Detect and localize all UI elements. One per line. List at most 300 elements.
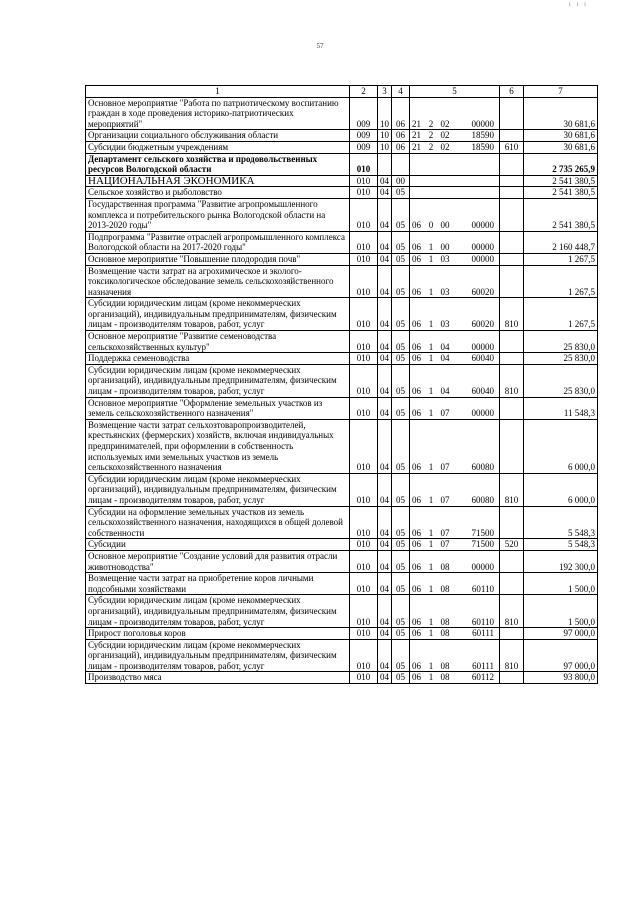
grbs-cell: 010 [350, 153, 378, 175]
target-article-cell [410, 97, 500, 130]
table-row [86, 506, 598, 539]
expense-type-cell [500, 331, 524, 353]
sum-cell: 11 548,3 [524, 397, 598, 419]
subprogram-code: 1 [428, 660, 434, 671]
target-article-cell [410, 265, 500, 298]
table-row [86, 198, 598, 231]
expense-type-cell [500, 253, 524, 265]
grbs-cell: 010 [350, 573, 378, 595]
row-name: Субсидии юридическим лицам (кроме некоммерческих организаций), индивидуальным предпринимателям, физическим лицам - производителям товаров, работ, услуг [86, 298, 350, 331]
event-code: 07 [440, 527, 450, 538]
subprogram-code: 1 [428, 353, 434, 364]
direction-code: 60080 [471, 494, 494, 505]
row-name: Организации социального обслуживания области [86, 130, 350, 142]
sum-cell: 30 681,6 [524, 97, 598, 130]
program-code: 06 [412, 561, 421, 572]
grbs-cell: 010 [350, 198, 378, 231]
expense-type-cell [500, 550, 524, 572]
expense-type-cell: 520 [500, 539, 524, 551]
subsection-cell: 05 [392, 298, 410, 331]
direction-code: 60040 [471, 353, 494, 364]
row-name: Поддержка семеноводства [86, 353, 350, 365]
section-cell: 10 [378, 97, 392, 130]
program-code: 06 [412, 628, 421, 639]
sum-cell: 1 267,5 [524, 298, 598, 331]
subprogram-code: 1 [428, 242, 434, 253]
event-code: 03 [440, 286, 450, 297]
direction-code: 60112 [471, 672, 494, 683]
section-cell: 04 [378, 265, 392, 298]
program-code: 06 [412, 220, 421, 231]
target-article-cell [410, 573, 500, 595]
table-row [86, 141, 598, 153]
grbs-cell: 010 [350, 473, 378, 506]
program-code: 21 [412, 130, 421, 141]
program-code: 06 [412, 462, 421, 473]
target-article-cell [410, 175, 500, 187]
expense-type-cell [500, 130, 524, 142]
sum-cell: 1 500,0 [524, 595, 598, 628]
section-cell: 04 [378, 253, 392, 265]
direction-code: 00000 [471, 118, 494, 129]
target-article-cell [410, 130, 500, 142]
grbs-cell: 010 [350, 175, 378, 187]
direction-code: 18590 [471, 141, 494, 152]
subprogram-code: 1 [428, 341, 434, 352]
row-name: Основное мероприятие "Работа по патриотическому воспитанию граждан в ходе проведения историко-патриотических мероприятий" [86, 97, 350, 130]
grbs-cell: 009 [350, 130, 378, 142]
grbs-cell: 010 [350, 397, 378, 419]
event-code: 08 [440, 628, 450, 639]
program-code: 21 [412, 141, 421, 152]
expense-type-cell [500, 97, 524, 130]
sum-cell: 5 548,3 [524, 506, 598, 539]
header-cell: 2 [350, 86, 378, 98]
subprogram-code: 1 [428, 462, 434, 473]
sum-cell: 97 000,0 [524, 639, 598, 672]
section-cell: 04 [378, 353, 392, 365]
section-cell: 04 [378, 595, 392, 628]
section-cell: 04 [378, 397, 392, 419]
program-code: 06 [412, 353, 421, 364]
program-code: 06 [412, 616, 421, 627]
grbs-cell: 010 [350, 253, 378, 265]
event-code: 08 [440, 672, 450, 683]
subsection-cell: 05 [392, 253, 410, 265]
program-code: 06 [412, 408, 421, 419]
subsection-cell: 06 [392, 130, 410, 142]
target-article-cell [410, 672, 500, 684]
table-row [86, 331, 598, 353]
direction-code: 60111 [472, 660, 494, 671]
expense-type-cell: 610 [500, 141, 524, 153]
table-row [86, 628, 598, 640]
expense-type-cell [500, 506, 524, 539]
row-name: Основное мероприятие "Развитие семеноводства сельскохозяйственных культур" [86, 331, 350, 353]
table-row [86, 639, 598, 672]
header-cell: 5 [410, 86, 500, 98]
sum-cell: 6 000,0 [524, 419, 598, 473]
program-code: 06 [412, 253, 421, 264]
target-article-cell [410, 550, 500, 572]
header-cell: 1 [86, 86, 350, 98]
table-row [86, 253, 598, 265]
expense-type-cell: 810 [500, 639, 524, 672]
subsection-cell: 05 [392, 595, 410, 628]
subsection-cell: 00 [392, 175, 410, 187]
row-name: Прирост поголовья коров [86, 628, 350, 640]
row-name: Подпрограмма "Развитие отраслей агропромышленного комплекса Вологодской области на 2017-2020 годы" [86, 231, 350, 253]
direction-code: 18590 [471, 130, 494, 141]
subsection-cell: 06 [392, 141, 410, 153]
expense-type-cell [500, 198, 524, 231]
row-name: Субсидии юридическим лицам (кроме некоммерческих организаций), индивидуальным предпринимателям, физическим лицам - производителям товаров, работ, услуг [86, 639, 350, 672]
subsection-cell: 05 [392, 539, 410, 551]
subsection-cell: 05 [392, 231, 410, 253]
grbs-cell: 010 [350, 639, 378, 672]
row-name: Основное мероприятие "Повышение плодородия почв" [86, 253, 350, 265]
sum-cell: 25 830,0 [524, 331, 598, 353]
target-article-cell [410, 298, 500, 331]
event-code: 00 [440, 220, 450, 231]
direction-code: 60020 [471, 286, 494, 297]
sum-cell: 93 800,0 [524, 672, 598, 684]
direction-code: 00000 [471, 561, 494, 572]
target-article-cell [410, 364, 500, 397]
subsection-cell: 05 [392, 550, 410, 572]
target-article-cell [410, 506, 500, 539]
section-cell: 04 [378, 672, 392, 684]
target-article-cell [410, 198, 500, 231]
event-code: 02 [440, 118, 450, 129]
sum-cell: 25 830,0 [524, 364, 598, 397]
subprogram-code: 1 [428, 386, 434, 397]
section-cell: 04 [378, 364, 392, 397]
expense-type-cell [500, 353, 524, 365]
direction-code: 00000 [471, 242, 494, 253]
expense-type-cell: 810 [500, 298, 524, 331]
expense-type-cell: 810 [500, 364, 524, 397]
subprogram-code: 1 [428, 561, 434, 572]
row-name: Субсидии бюджетным учреждениям [86, 141, 350, 153]
subprogram-code: 0 [428, 220, 434, 231]
sum-cell: 1 500,0 [524, 573, 598, 595]
section-cell: 10 [378, 130, 392, 142]
program-code: 06 [412, 494, 421, 505]
sum-cell: 6 000,0 [524, 473, 598, 506]
sum-cell: 97 000,0 [524, 628, 598, 640]
sum-cell: 25 830,0 [524, 353, 598, 365]
expense-type-cell [500, 153, 524, 175]
expense-type-cell [500, 419, 524, 473]
row-name: Основное мероприятие "Оформление земельных участков из земель сельскохозяйственного назначения" [86, 397, 350, 419]
header-cell: 3 [378, 86, 392, 98]
subsection-cell: 05 [392, 419, 410, 473]
section-cell: 04 [378, 628, 392, 640]
sum-cell: 30 681,6 [524, 141, 598, 153]
sum-cell: 1 267,5 [524, 265, 598, 298]
target-article-cell [410, 187, 500, 199]
direction-code: 00000 [471, 220, 494, 231]
subsection-cell [392, 153, 410, 175]
event-code: 04 [440, 341, 450, 352]
grbs-cell: 010 [350, 331, 378, 353]
row-name: Сельское хозяйство и рыболовство [86, 187, 350, 199]
target-article-cell [410, 628, 500, 640]
target-article-cell [410, 331, 500, 353]
program-code: 21 [412, 118, 421, 129]
table-row [86, 153, 598, 175]
direction-code: 71500 [471, 527, 494, 538]
grbs-cell: 010 [350, 419, 378, 473]
header-cell: 7 [524, 86, 598, 98]
program-code: 06 [412, 286, 421, 297]
direction-code: 60080 [471, 462, 494, 473]
sum-cell: 30 681,6 [524, 130, 598, 142]
row-name: Субсидии юридическим лицам (кроме некоммерческих организаций), индивидуальным предпринимателям, физическим лицам - производителям товаров, работ, услуг [86, 473, 350, 506]
table-row [86, 539, 598, 551]
event-code: 08 [440, 561, 450, 572]
grbs-cell: 010 [350, 628, 378, 640]
target-article-cell [410, 419, 500, 473]
target-article-cell [410, 353, 500, 365]
expense-type-cell [500, 573, 524, 595]
table-row [86, 353, 598, 365]
table-row [86, 187, 598, 199]
budget-table [85, 85, 598, 684]
section-cell: 04 [378, 298, 392, 331]
corner-marks: ι ι ι [568, 0, 588, 8]
sum-cell: 1 267,5 [524, 253, 598, 265]
grbs-cell: 010 [350, 187, 378, 199]
event-code: 07 [440, 494, 450, 505]
direction-code: 60110 [471, 583, 494, 594]
table-row [86, 130, 598, 142]
event-code: 03 [440, 253, 450, 264]
row-name: Субсидии юридическим лицам (кроме некоммерческих организаций), индивидуальным предпринимателям, физическим лицам - производителям товаров, работ, услуг [86, 364, 350, 397]
program-code: 06 [412, 539, 421, 550]
table-row [86, 672, 598, 684]
expense-type-cell: 810 [500, 473, 524, 506]
table-row [86, 231, 598, 253]
section-cell: 04 [378, 573, 392, 595]
section-cell [378, 153, 392, 175]
table-row [86, 419, 598, 473]
table-row [86, 265, 598, 298]
program-code: 06 [412, 386, 421, 397]
direction-code: 00000 [471, 341, 494, 352]
direction-code: 00000 [471, 253, 494, 264]
row-name: Возмещение части затрат на приобретение коров личными подсобными хозяйствами [86, 573, 350, 595]
table-row [86, 298, 598, 331]
subprogram-code: 1 [428, 494, 434, 505]
event-code: 02 [440, 130, 450, 141]
section-cell: 04 [378, 198, 392, 231]
subsection-cell: 05 [392, 639, 410, 672]
expense-type-cell [500, 231, 524, 253]
section-cell: 04 [378, 473, 392, 506]
subsection-cell: 05 [392, 573, 410, 595]
expense-type-cell: 810 [500, 595, 524, 628]
grbs-cell: 010 [350, 595, 378, 628]
row-name: Возмещение части затрат на агрохимическое и эколого-токсикологическое обследование земель сельскохозяйственного назначения [86, 265, 350, 298]
row-name: Субсидии на оформление земельных участков из земель сельскохозяйственного назначения, находящихся в общей долевой собственности [86, 506, 350, 539]
event-code: 04 [440, 386, 450, 397]
target-article-cell [410, 153, 500, 175]
grbs-cell: 010 [350, 353, 378, 365]
target-article-cell [410, 639, 500, 672]
section-cell: 04 [378, 419, 392, 473]
program-code: 06 [412, 527, 421, 538]
subprogram-code: 1 [428, 628, 434, 639]
table-row [86, 573, 598, 595]
subprogram-code: 2 [428, 130, 434, 141]
event-code: 03 [440, 319, 450, 330]
sum-cell: 2 735 265,9 [524, 153, 598, 175]
target-article-cell [410, 253, 500, 265]
section-cell: 04 [378, 550, 392, 572]
subsection-cell: 05 [392, 506, 410, 539]
table-row [86, 397, 598, 419]
expense-type-cell [500, 397, 524, 419]
grbs-cell: 010 [350, 364, 378, 397]
grbs-cell: 010 [350, 265, 378, 298]
subsection-cell: 05 [392, 473, 410, 506]
subprogram-code: 1 [428, 527, 434, 538]
subsection-cell: 05 [392, 364, 410, 397]
direction-code: 71500 [471, 539, 494, 550]
table-row [86, 595, 598, 628]
header-cell: 4 [392, 86, 410, 98]
subprogram-code: 1 [428, 408, 434, 419]
section-cell: 04 [378, 231, 392, 253]
grbs-cell: 010 [350, 539, 378, 551]
table-row [86, 97, 598, 130]
direction-code: 60111 [472, 628, 494, 639]
expense-type-cell [500, 672, 524, 684]
section-cell: 10 [378, 141, 392, 153]
section-cell: 04 [378, 506, 392, 539]
section-cell: 04 [378, 331, 392, 353]
direction-code: 60040 [471, 386, 494, 397]
grbs-cell: 010 [350, 298, 378, 331]
subsection-cell: 05 [392, 397, 410, 419]
table-row [86, 473, 598, 506]
event-code: 08 [440, 583, 450, 594]
expense-type-cell [500, 187, 524, 199]
grbs-cell: 010 [350, 231, 378, 253]
target-article-cell [410, 397, 500, 419]
grbs-cell: 010 [350, 550, 378, 572]
subsection-cell: 05 [392, 331, 410, 353]
row-name: НАЦИОНАЛЬНАЯ ЭКОНОМИКА [86, 175, 350, 187]
event-code: 07 [440, 462, 450, 473]
row-name: Государственная программа "Развитие агропромышленного комплекса и потребительского рынка Вологодской области на 2013-2020 годы" [86, 198, 350, 231]
subsection-cell: 05 [392, 187, 410, 199]
subsection-cell: 05 [392, 353, 410, 365]
target-article-cell [410, 141, 500, 153]
section-cell: 04 [378, 639, 392, 672]
target-article-cell [410, 595, 500, 628]
subsection-cell: 05 [392, 198, 410, 231]
table-row [86, 550, 598, 572]
row-name: Основное мероприятие "Создание условий для развития отрасли животноводства" [86, 550, 350, 572]
grbs-cell: 010 [350, 506, 378, 539]
expense-type-cell [500, 628, 524, 640]
program-code: 06 [412, 341, 421, 352]
subprogram-code: 1 [428, 253, 434, 264]
program-code: 06 [412, 672, 421, 683]
subprogram-code: 2 [428, 118, 434, 129]
program-code: 06 [412, 242, 421, 253]
row-name: Субсидии юридическим лицам (кроме некоммерческих организаций), индивидуальным предпринимателям, физическим лицам - производителям товаров, работ, услуг [86, 595, 350, 628]
grbs-cell: 010 [350, 672, 378, 684]
sum-cell: 192 300,0 [524, 550, 598, 572]
direction-code: 00000 [471, 408, 494, 419]
event-code: 07 [440, 539, 450, 550]
direction-code: 60020 [471, 319, 494, 330]
subprogram-code: 2 [428, 141, 434, 152]
table-row [86, 175, 598, 187]
event-code: 04 [440, 353, 450, 364]
program-code: 06 [412, 660, 421, 671]
target-article-cell [410, 473, 500, 506]
table-header-row [86, 86, 598, 98]
grbs-cell: 009 [350, 97, 378, 130]
grbs-cell: 009 [350, 141, 378, 153]
section-cell: 04 [378, 175, 392, 187]
subsection-cell: 05 [392, 265, 410, 298]
subprogram-code: 1 [428, 583, 434, 594]
row-name: Субсидии [86, 539, 350, 551]
direction-code: 60110 [471, 616, 494, 627]
event-code: 07 [440, 408, 450, 419]
target-article-cell [410, 231, 500, 253]
sum-cell: 2 160 448,7 [524, 231, 598, 253]
sum-cell: 2 541 380,5 [524, 175, 598, 187]
subprogram-code: 1 [428, 286, 434, 297]
event-code: 00 [440, 242, 450, 253]
subsection-cell: 06 [392, 97, 410, 130]
subprogram-code: 1 [428, 616, 434, 627]
subprogram-code: 1 [428, 539, 434, 550]
subprogram-code: 1 [428, 319, 434, 330]
subsection-cell: 05 [392, 672, 410, 684]
sum-cell: 2 541 380,5 [524, 198, 598, 231]
row-name: Возмещение части затрат сельхозтоваропроизводителей, крестьянских (фермерских) хозяйств, включая индивидуальных предпринимателей, при оформлении в собственность используемых ими земельных участков из земель сельскохозяйственного назначения [86, 419, 350, 473]
table-body [86, 86, 598, 684]
subsection-cell: 05 [392, 628, 410, 640]
expense-type-cell [500, 175, 524, 187]
event-code: 02 [440, 141, 450, 152]
subprogram-code: 1 [428, 672, 434, 683]
target-article-cell [410, 539, 500, 551]
row-name: Производство мяса [86, 672, 350, 684]
row-name: Департамент сельского хозяйства и продовольственных ресурсов Вологодской области [86, 153, 350, 175]
sum-cell: 5 548,3 [524, 539, 598, 551]
page-number: 57 [316, 42, 324, 50]
program-code: 06 [412, 319, 421, 330]
section-cell: 04 [378, 539, 392, 551]
table-row [86, 364, 598, 397]
event-code: 08 [440, 616, 450, 627]
sum-cell: 2 541 380,5 [524, 187, 598, 199]
event-code: 08 [440, 660, 450, 671]
program-code: 06 [412, 583, 421, 594]
section-cell: 04 [378, 187, 392, 199]
expense-type-cell [500, 265, 524, 298]
header-cell: 6 [500, 86, 524, 98]
